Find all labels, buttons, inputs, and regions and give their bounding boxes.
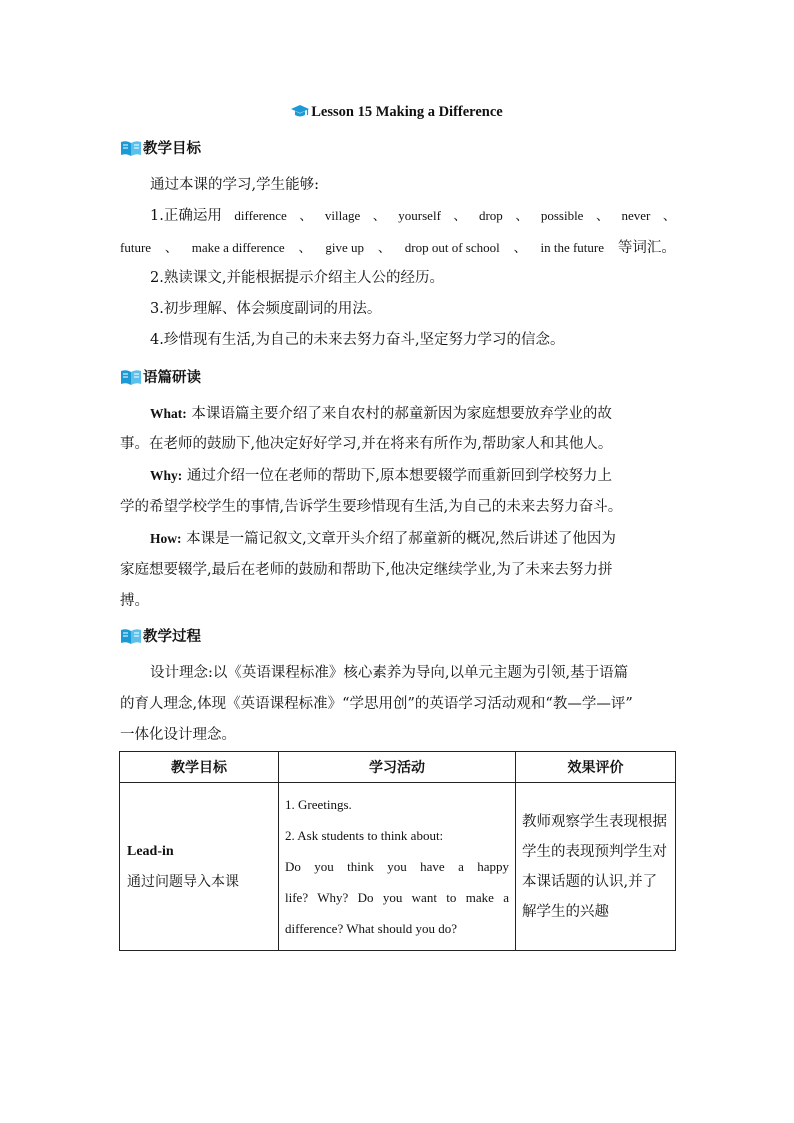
- goals-item4: 4.珍惜现有生活,为自己的未来去努力奋斗,坚定努力学习的信念。: [150, 332, 565, 348]
- vocab-word: make a difference: [191, 240, 285, 255]
- vocab-separator: 、: [515, 208, 529, 223]
- vocab-word: possible: [540, 208, 584, 223]
- vocab-separator: 、: [595, 208, 609, 223]
- cell-goal: [120, 783, 279, 951]
- analysis-why-line2: 学的希望学校学生的事情,告诉学生要珍惜现有生活,为自己的未来去努力奋斗。: [120, 499, 623, 515]
- section-heading-analysis: [120, 366, 201, 390]
- analysis-why-line1: [150, 465, 676, 487]
- activity-line: Do you think you have a happy: [285, 859, 509, 874]
- vocab-word: village: [324, 208, 361, 223]
- graduation-cap-icon: [291, 103, 309, 125]
- open-book-icon: [120, 627, 142, 653]
- vocab-word: difference: [234, 208, 287, 223]
- table-row: [120, 783, 676, 951]
- vocab-word: never: [621, 208, 651, 223]
- vocab-separator: 、: [662, 208, 676, 223]
- section-heading-goals-text: 教学目标: [143, 141, 201, 157]
- activity-line: 2. Ask students to think about:: [285, 828, 444, 843]
- goals-item1-line2: [120, 237, 676, 259]
- section-heading-process: [120, 625, 201, 649]
- activity-line: difference? What should you do?: [285, 921, 458, 936]
- vocab-separator: 、: [377, 240, 391, 255]
- design-line1: 设计理念:以《英语课程标准》核心素养为导向,以单元主题为引领,基于语篇: [150, 665, 629, 681]
- vocab-separator: 、: [513, 240, 527, 255]
- open-book-icon: [120, 368, 142, 394]
- cell-evaluation: 教师观察学生表现根据学生的表现预判学生对本课话题的认识,并了解学生的兴趣: [516, 783, 676, 951]
- vocab-separator: 、: [299, 208, 313, 223]
- section-heading-analysis-text: 语篇研读: [143, 370, 201, 386]
- why-label: Why:: [150, 468, 183, 483]
- header-goal: 教学目标: [120, 752, 279, 783]
- goal-desc: 通过问题导入本课: [127, 873, 239, 890]
- section-heading-goals: [120, 137, 201, 161]
- header-activity: 学习活动: [279, 752, 516, 783]
- activity-line: 1. Greetings.: [285, 797, 352, 812]
- what-text: 本课语篇主要介绍了来自农村的郝童新因为家庭想要放弃学业的故: [191, 406, 612, 422]
- analysis-what-line1: [150, 403, 676, 425]
- what-label: What:: [150, 406, 187, 421]
- table-header-row: [120, 752, 676, 783]
- how-text: 本课是一篇记叙文,文章开头介绍了郝童新的概况,然后讲述了他因为: [186, 531, 616, 547]
- design-line3: 一体化设计理念。: [120, 727, 236, 743]
- vocab-word: future: [120, 240, 152, 255]
- vocab-separator: 、: [164, 240, 178, 255]
- lesson-title: [0, 102, 794, 125]
- goal-title: Lead-in: [127, 843, 174, 859]
- section-heading-process-text: 教学过程: [143, 629, 201, 645]
- vocab-word: drop: [478, 208, 503, 223]
- vocab-separator: 、: [298, 240, 312, 255]
- vocab-suffix: 等词汇。: [617, 240, 676, 256]
- vocab-separator: 、: [372, 208, 386, 223]
- vocab-word: in the future: [540, 240, 605, 255]
- design-line2: 的育人理念,体现《英语课程标准》“学思用创”的英语学习活动观和“教—学—评”: [120, 696, 633, 712]
- goals-item2: 2.熟读课文,并能根据提示介绍主人公的经历。: [150, 270, 444, 286]
- vocab-word: give up: [325, 240, 365, 255]
- analysis-how-line1: [150, 528, 676, 550]
- teaching-plan-table: [119, 751, 676, 951]
- how-label: How:: [150, 531, 182, 546]
- goals-item3: 3.初步理解、体会频度副词的用法。: [150, 301, 382, 317]
- open-book-icon: [120, 139, 142, 165]
- vocab-word: drop out of school: [404, 240, 500, 255]
- activity-line: life? Why? Do you want to make a: [285, 890, 509, 905]
- why-text: 通过介绍一位在老师的帮助下,原本想要辍学而重新回到学校努力上: [186, 468, 612, 484]
- analysis-how-line2: 家庭想要辍学,最后在老师的鼓励和帮助下,他决定继续学业,为了未来去努力拼: [120, 562, 613, 578]
- analysis-what-line2: 事。在老师的鼓励下,他决定好好学习,并在将来有所作为,帮助家人和其他人。: [120, 436, 613, 452]
- analysis-how-line3: 搏。: [120, 593, 149, 609]
- vocab-separator: 、: [453, 208, 467, 223]
- vocab-word: yourself: [398, 208, 441, 223]
- header-evaluation: 效果评价: [516, 752, 676, 783]
- goals-intro: 通过本课的学习,学生能够:: [150, 177, 319, 193]
- cell-activity: [279, 783, 516, 951]
- goals-item1-line1: [150, 205, 676, 227]
- goals-item1-prefix: 1.正确运用: [150, 208, 222, 224]
- lesson-title-text: Lesson 15 Making a Difference: [311, 104, 503, 120]
